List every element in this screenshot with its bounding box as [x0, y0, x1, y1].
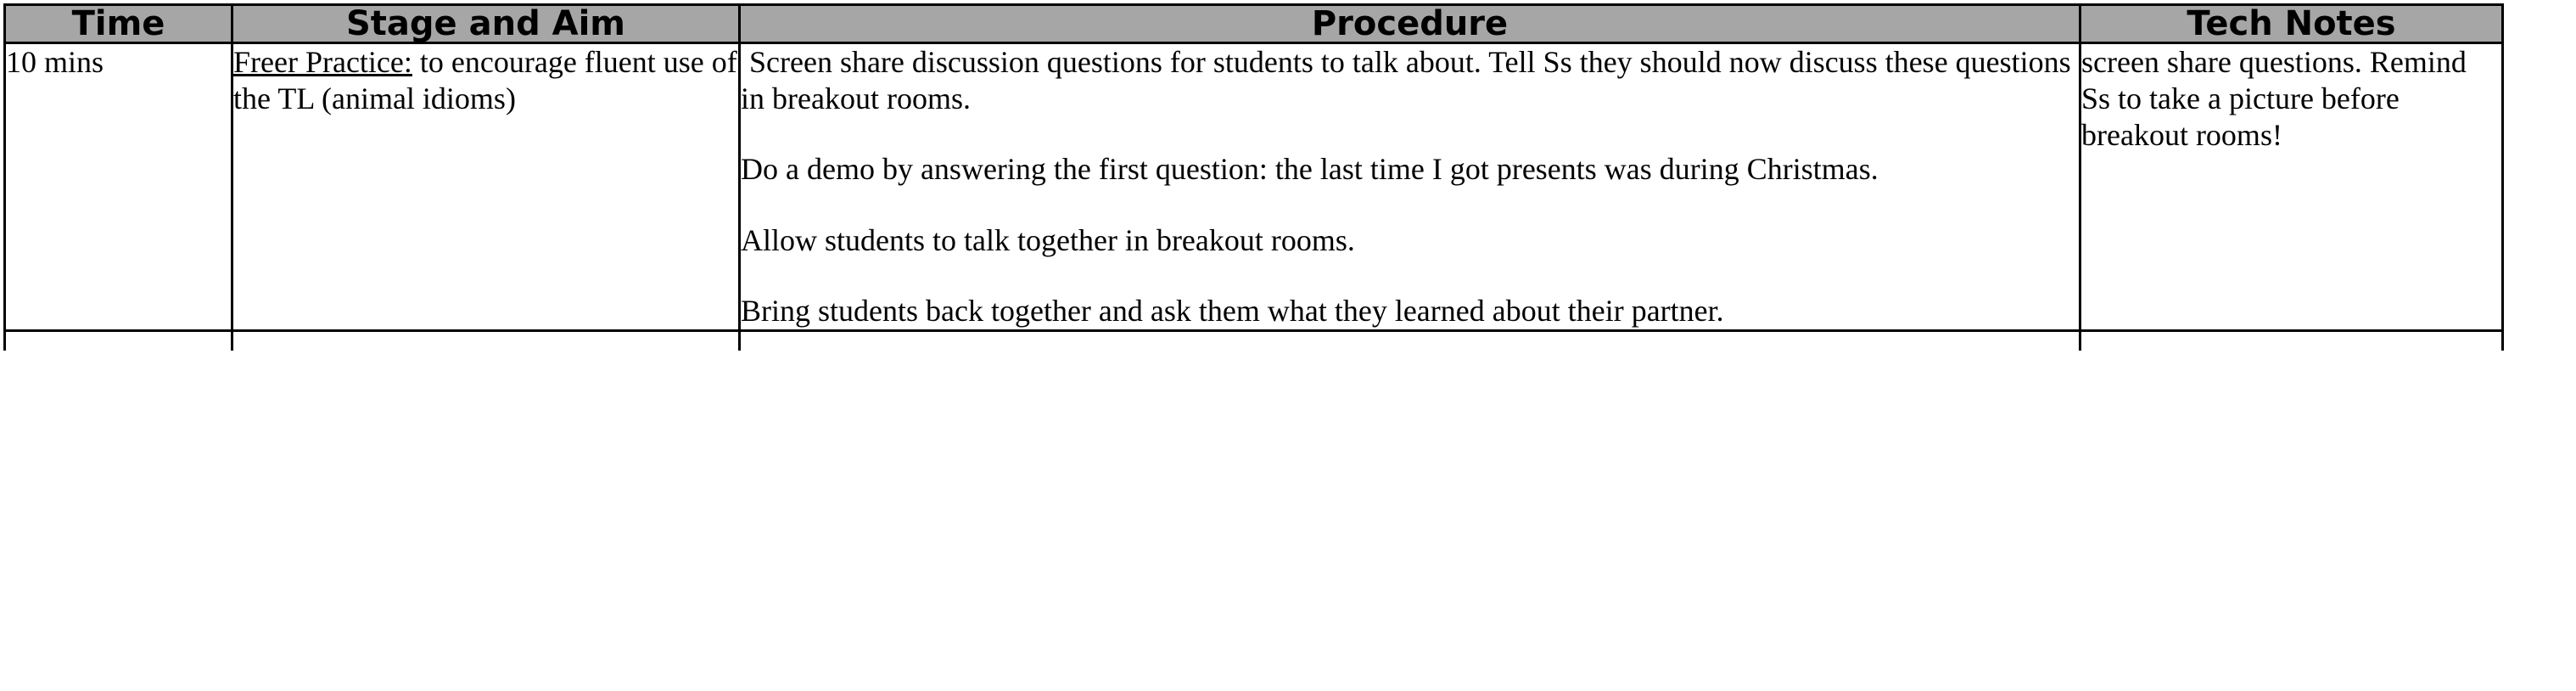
column-header-procedure: Procedure	[740, 5, 2080, 43]
procedure-paragraph: Allow students to talk together in breakout rooms.	[741, 222, 1355, 257]
cell-tech-notes	[2080, 43, 2503, 331]
table-row	[5, 43, 2503, 331]
cell-tech-partial	[2080, 330, 2503, 351]
table-body	[5, 43, 2503, 351]
procedure-paragraph: Bring students back together and ask them what they learned about their partner.	[741, 293, 1724, 328]
document-page	[0, 3, 2576, 691]
procedure-paragraph: Do a demo by answering the first question: the last time I got presents was during Christmas.	[741, 152, 1879, 187]
cell-stage-and-aim	[232, 43, 740, 331]
lesson-plan-table	[3, 3, 2504, 351]
table-header-row	[5, 5, 2503, 43]
stage-aim-text: to encourage fluent use of the TL (animal idioms)	[233, 45, 737, 116]
tech-note-text: screen share questions. Remind Ss to take a picture before breakout rooms!	[2081, 45, 2467, 153]
cell-stage-partial	[232, 330, 740, 351]
table-row-partial	[5, 330, 2503, 351]
time-value: 10 mins	[6, 45, 104, 79]
table-header	[5, 5, 2503, 43]
cell-procedure-partial	[740, 330, 2080, 351]
cell-procedure	[740, 43, 2080, 331]
column-header-tech-notes: Tech Notes	[2080, 5, 2503, 43]
column-header-stage-and-aim: Stage and Aim	[232, 5, 740, 43]
column-header-time: Time	[5, 5, 232, 43]
cell-time	[5, 43, 232, 331]
cell-time-partial	[5, 330, 232, 351]
stage-label: Freer Practice:	[233, 45, 412, 79]
procedure-paragraph: Screen share discussion questions for students to talk about. Tell Ss they should now discuss these questions in breakout rooms.	[741, 45, 2071, 116]
